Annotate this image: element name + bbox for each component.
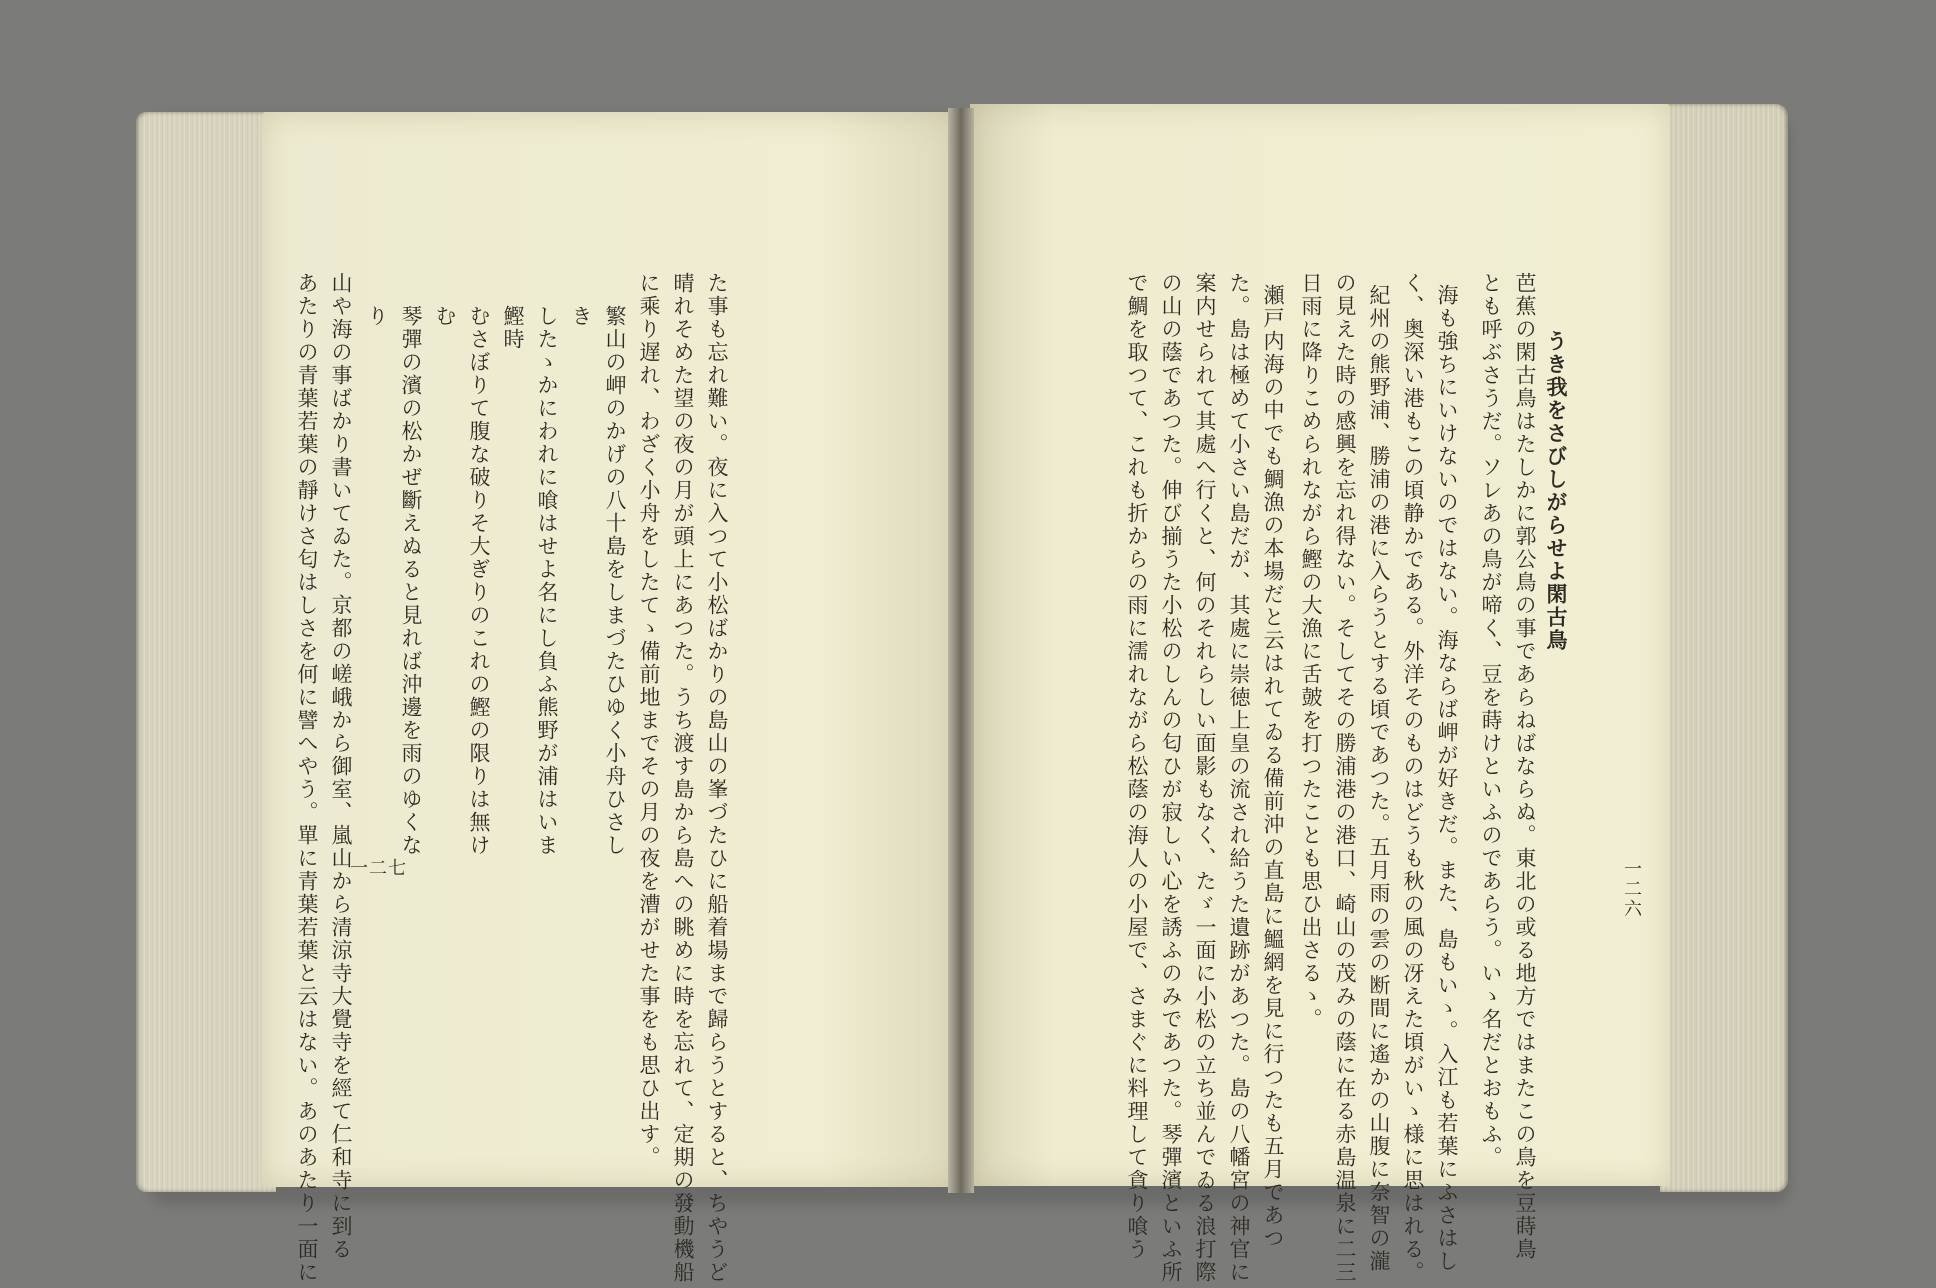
right-page xyxy=(970,104,1670,1284)
left-col-3: に乘り遅れ、わざく小舟をしたてゝ備前地までその月の夜を漕がせた事をも思ひ出す。 xyxy=(637,272,661,1169)
left-col-1: た事も忘れ難い。夜に入つて小松ばかりの島山の峯づたひに船着場まで歸らうとすると、ちやうど xyxy=(705,272,729,1284)
right-col-3: 海も強ちにいけないのではない。海ならば岬が好きだ。また、島もいゝ。入江も若葉にふさはし xyxy=(1435,284,1459,1273)
page-edges-right xyxy=(1660,104,1788,1192)
left-col-4: 繁山の岬のかげの八十島をしまづたひゆく小舟ひさし xyxy=(603,305,627,857)
right-col-5: 紀州の熊野浦、勝浦の港に入らうとする頃であつた。五月雨の雲の断間に遙かの山腹に奈智の瀧 xyxy=(1367,284,1391,1273)
right-col-7: 日雨に降りこめられながら鰹の大漁に舌皷を打つたことも思ひ出さるゝ。 xyxy=(1299,272,1323,1031)
book-gutter xyxy=(948,108,974,1193)
left-col-2: 晴れそめた望の夜の月が頭上にあつた。うち渡す島から島への眺めに時を忘れて、定期の發動機船 xyxy=(671,272,695,1284)
left-col-7: 鰹時 xyxy=(501,305,525,351)
right-col-2: とも呼ぶさうだ。ソレあの鳥が啼く、豆を蒔けといふのであらう。いゝ名だとおもふ。 xyxy=(1479,272,1503,1169)
left-col-11: り xyxy=(365,305,389,328)
left-col-6: したゝかにわれに喰はせよ名にし負ふ熊野が浦はいま xyxy=(535,305,559,857)
left-col-13: あたりの青葉若葉の靜けさ匂はしさを何に譬へやう。單に青葉若葉と云はない。あのあたり一面に xyxy=(295,272,319,1284)
right-col-8: 瀬戸内海の中でも鯛漁の本場だと云はれてゐる備前沖の直島に鰮網を見に行つたも五月であつ xyxy=(1261,284,1285,1250)
right-col-1: 芭蕉の閑古鳥はたしかに郭公鳥の事であらねばならぬ。東北の或る地方ではまたこの鳥を豆蒔鳥 xyxy=(1513,272,1537,1261)
right-col-9: た。島は極めて小さい島だが、其處に崇徳上皇の流され給うた遺跡があつた。島の八幡宮の神官に xyxy=(1227,272,1251,1284)
right-heading: うき我をさびしがらせよ閑古鳥 xyxy=(1544,330,1569,652)
right-col-6: の見えた時の感興を忘れ得ない。そしてその勝浦港の港口、崎山の茂みの蔭に在る赤島温泉に二三 xyxy=(1333,272,1357,1284)
right-col-4: く、奥深い港もこの頃静かである。外洋そのものはどうも秋の風の冴えた頃がいゝ様に思はれる。 xyxy=(1401,272,1425,1284)
left-page-number: 一二七 xyxy=(350,858,407,879)
page-edges-left xyxy=(136,112,276,1192)
left-col-5: き xyxy=(569,305,593,328)
right-page-number: 一二六 xyxy=(1621,859,1642,919)
right-col-10: 案内せられて其處へ行くと、何のそれらしい面影もなく、たゞ一面に小松の立ち並んでゐる浪打際 xyxy=(1193,272,1217,1284)
left-col-9: む xyxy=(433,305,457,328)
left-col-12: 山や海の事ばかり書いてゐた。京都の嵯峨から御室、嵐山から清涼寺大覺寺を經て仁和寺に到る xyxy=(329,272,353,1261)
right-col-12: で鯛を取つて、これも折からの雨に濡れながら松蔭の海人の小屋で、さまぐに料理して貪り喰う xyxy=(1125,272,1149,1261)
left-col-10: 琴彈の濱の松かぜ斷えぬると見れば沖邊を雨のゆくな xyxy=(399,305,423,857)
left-col-8: むさぼりて腹な破りそ大ぎりのこれの鰹の限りは無け xyxy=(467,305,491,857)
right-col-11: の山の蔭であつた。伸び揃うた小松のしんの匂ひが寂しい心を誘ふのみであつた。琴彈濱といふ所 xyxy=(1159,272,1183,1284)
left-page xyxy=(262,112,962,1284)
